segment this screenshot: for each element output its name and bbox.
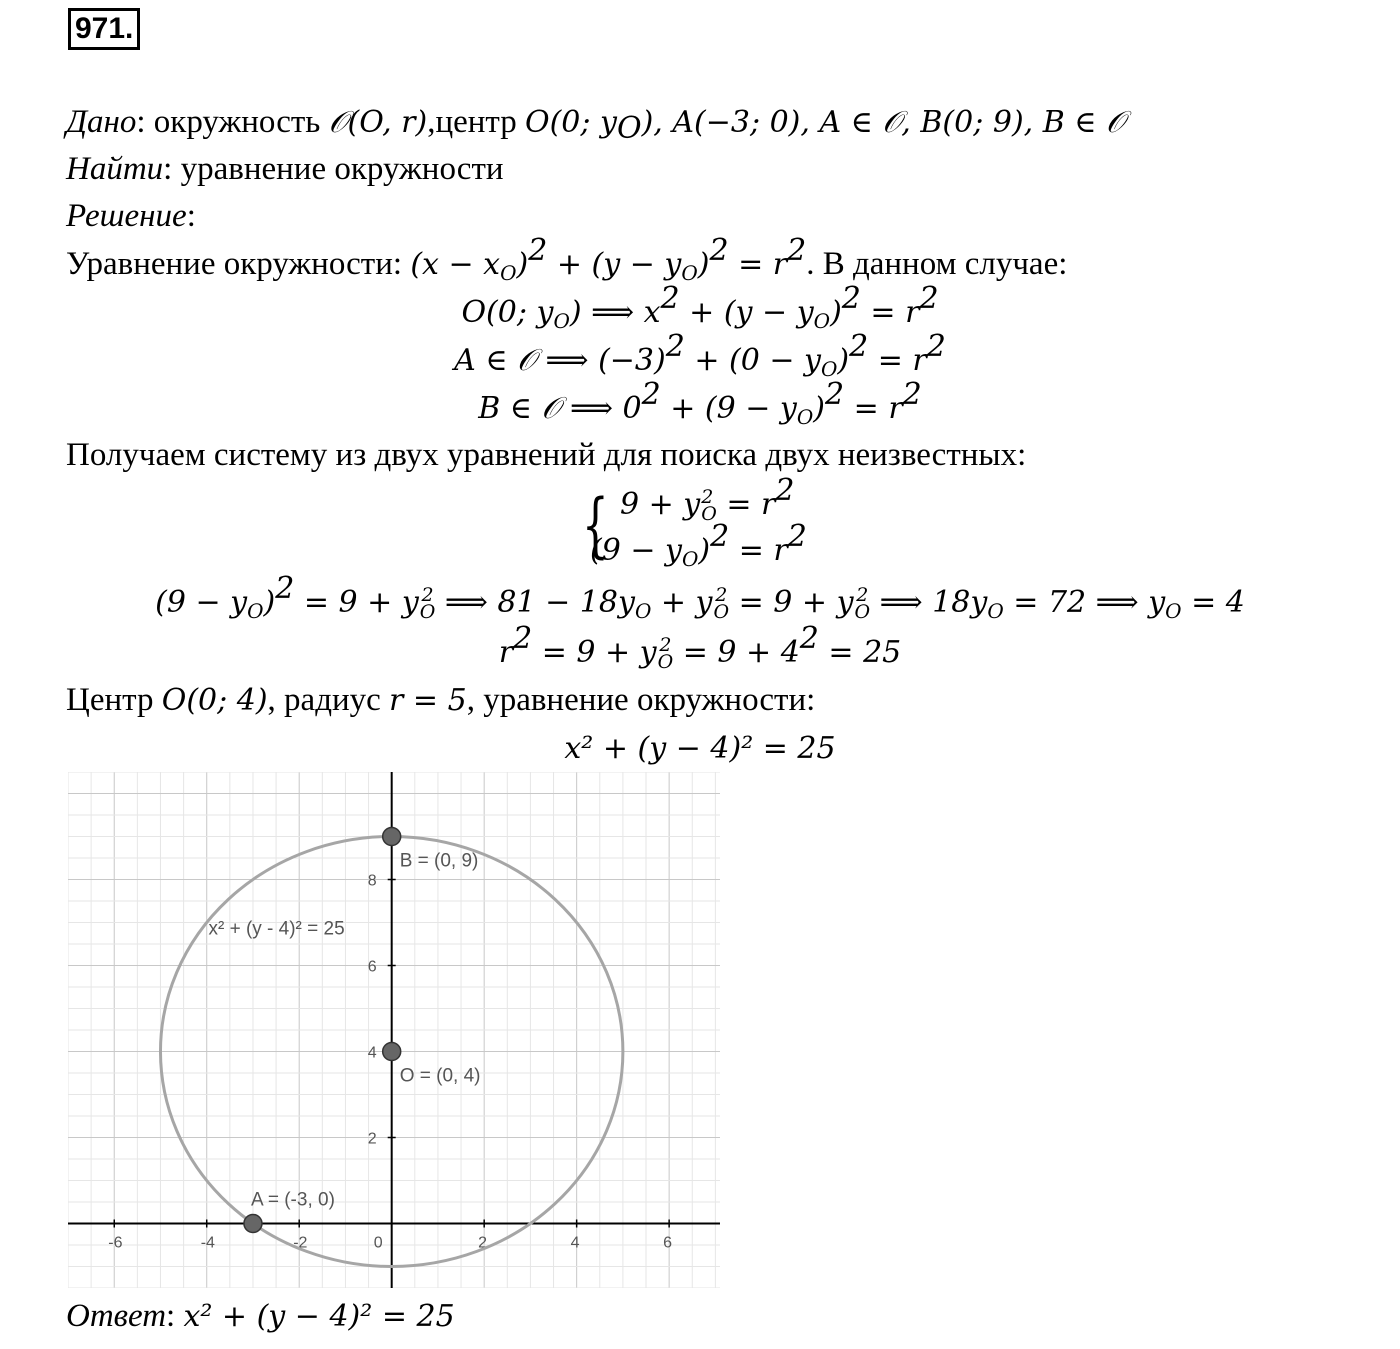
point-label: B = (0, 9) <box>399 850 479 872</box>
result-text-2: , радиус <box>267 682 381 718</box>
given-center-sub: O <box>616 111 642 146</box>
problem-number: 971. <box>68 8 140 50</box>
eq-line-1: O(0; $y_O$) ⟹ $x^2 + (y - y_O)^2 = r^2$ <box>461 281 939 333</box>
find-line: Найти: уравнение окружности <box>66 151 504 187</box>
intro-tail: . В данном случае: <box>806 246 1068 282</box>
point-marker <box>244 1215 262 1233</box>
given-center: O(0; y <box>524 105 617 140</box>
solution-line: Решение: <box>66 198 196 234</box>
given-label: Дано <box>66 104 137 140</box>
eq-line-1-b: ) ⟹ x <box>569 295 661 330</box>
result-radius: r = 5 <box>389 683 467 718</box>
point-marker <box>383 1043 401 1061</box>
derivation-line-2-a: r <box>498 635 514 670</box>
circle-label: x² + (y - 4)² = 25 <box>208 918 345 940</box>
x-tick-label: -4 <box>200 1234 215 1252</box>
result-text-3: , уравнение окружности: <box>466 682 816 718</box>
y-tick-label: 6 <box>367 958 377 976</box>
system-brace: { <box>582 484 609 566</box>
system-row-1-a: 9 + y <box>620 487 701 522</box>
result-center: O(0; 4) <box>161 683 268 718</box>
eq-line-2: A ∈ 𝒪 ⟹ $(-3)^2 + (0 - y_O)^2 = r^2$ <box>454 329 946 381</box>
final-equation <box>0 728 1400 769</box>
y-tick-label: 2 <box>367 1130 377 1148</box>
intro-text: Уравнение окружности: <box>66 246 403 282</box>
derivation-line-1: $(9 - y_O)^2 = 9 + y$ 2 O ⟹ $81 - 18y_O + y$ 2 O = 9 + y 2 O ⟹ $18y_O = 72$ ⟹ $y_O = 4$ <box>155 571 1245 623</box>
system-row-2-a: (9 − y <box>590 533 682 568</box>
x-tick-label: 0 <box>373 1234 383 1252</box>
point-marker <box>383 828 401 846</box>
system-intro: Получаем систему из двух уравнений для поиска двух неизвестных: <box>66 437 1027 473</box>
circle-graph <box>68 772 720 1288</box>
result-text-1: Центр <box>66 682 154 718</box>
given-text-2: ,центр <box>427 104 517 140</box>
y-tick-label: 8 <box>367 872 377 890</box>
find-text: уравнение окружности <box>180 151 504 187</box>
derivation-line-2: $r^2 = 9 + y$ 2 O = $9 + 4^2 = 25$ <box>498 621 902 673</box>
result-line <box>66 680 815 721</box>
point-label: A = (-3, 0) <box>250 1189 335 1211</box>
eq-line-3: B ∈ 𝒪 ⟹ $0^2 + (9 - y_O)^2 = r^2$ <box>478 377 922 429</box>
x-tick-label: -2 <box>293 1234 308 1252</box>
given-circle: 𝒪(O, r) <box>328 105 428 140</box>
intro-line: Уравнение окружности: $(x - x_O)^2 + (y - y_O)^2 = r^2$. В данном случае: <box>66 233 1068 285</box>
system-row-1: 9 + y 2 O = $r^2$ <box>620 473 795 525</box>
given-points: ), A(−3; 0), A ∈ 𝒪, B(0; 9), B ∈ 𝒪 <box>641 105 1125 140</box>
system-row-2: $(9 - y_O)^2 = r^2$ <box>590 519 807 571</box>
solution-label: Решение <box>66 198 187 234</box>
x-tick-label: 4 <box>570 1234 580 1252</box>
find-label: Найти <box>66 151 164 187</box>
answer-equation: x² + (y − 4)² = 25 <box>183 1299 455 1334</box>
x-tick-label: -6 <box>108 1234 123 1252</box>
x-tick-label: 6 <box>663 1234 673 1252</box>
point-label: O = (0, 4) <box>399 1065 481 1087</box>
final-equation-text: x² + (y − 4)² = 25 <box>564 731 836 766</box>
eq-line-2-a: A ∈ 𝒪 ⟹ (−3) <box>454 343 666 378</box>
given-line: Дано: окружность 𝒪(O, r),центр O(0; $y_O$), A(−3; 0), A ∈ 𝒪, B(0; 9), B ∈ 𝒪 <box>66 104 1125 146</box>
derivation-line-1-a: (9 − y <box>155 585 248 620</box>
x-tick-label: 2 <box>478 1234 488 1252</box>
eq-line-1-a: O(0; y <box>461 295 554 330</box>
y-tick-label: 4 <box>367 1044 377 1062</box>
eq-line-3-a: B ∈ 𝒪 ⟹ 0 <box>478 391 642 426</box>
answer-label: Ответ <box>66 1298 167 1334</box>
answer-line: Ответ: x² + (y − 4)² = 25 <box>66 1298 455 1334</box>
given-text-1: окружность <box>153 104 321 140</box>
